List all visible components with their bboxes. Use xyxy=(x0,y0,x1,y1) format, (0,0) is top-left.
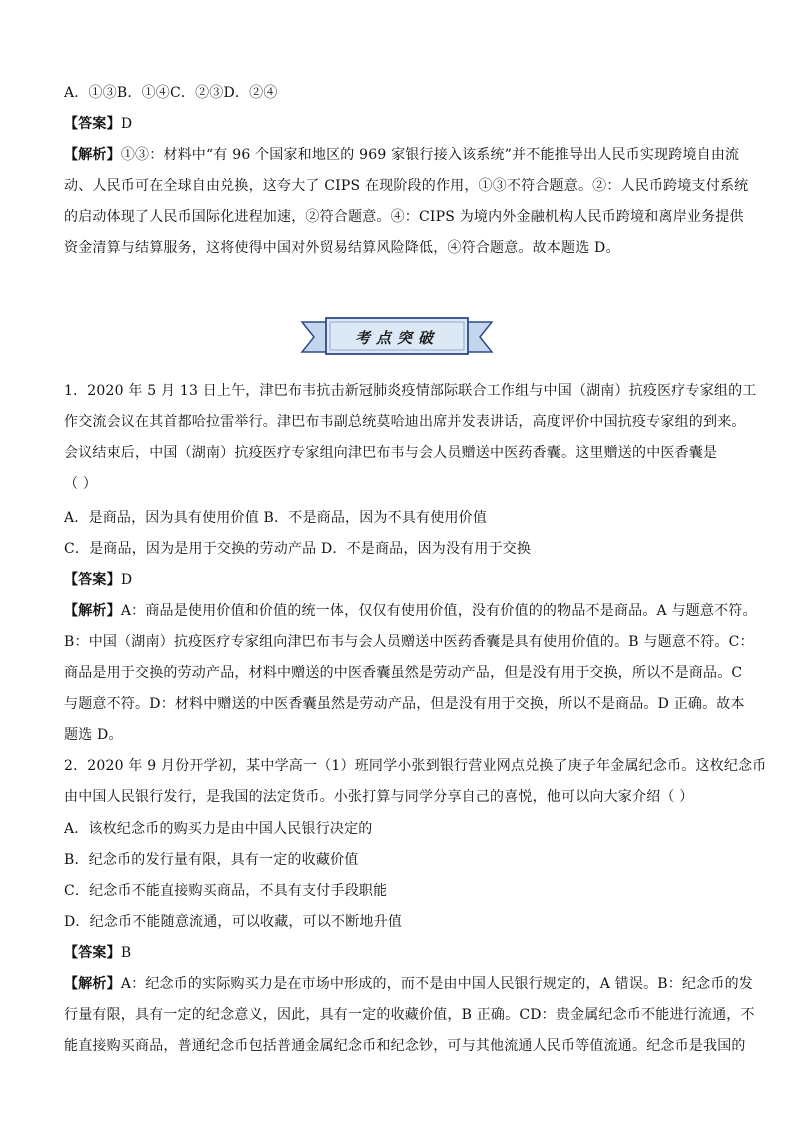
answer-line xyxy=(64,115,740,133)
analysis-text: 商品是用于交换的劳动产品，材料中赠送的中医香囊虽然是劳动产品，但是没有用于交换，所以不是商品。C xyxy=(64,665,743,681)
analysis-text: ①③：材料中“有 96 个国家和地区的 969 家银行接入该系统”并不能推导出人民币实现跨境自由流 xyxy=(120,147,740,163)
analysis-text: 动、人民币可在全球自由兑换，这夸大了 CIPS 在现阶段的作用，①③不符合题意。②：人民币跨境支付系统 xyxy=(64,178,749,194)
answer-label: 【答案】 xyxy=(64,945,121,961)
question-1-text: 作交流会议在其首都哈拉雷举行。津巴布韦副总统莫哈迪出席并发表讲话，高度评价中国抗疫专家组的到来。 xyxy=(64,414,746,430)
question-2-text: 2．2020 年 9 月份开学初，某中学高一（1）班同学小张到银行营业网点兑换了庚子年金属纪念币。这枚纪念币 xyxy=(64,758,767,774)
analysis-text: 与题意不符。D：材料中赠送的中医香囊虽然是劳动产品，但是没有用于交换，所以不是商品。D 正确。故本 xyxy=(64,696,745,712)
analysis-text: 资金清算与结算服务，这将使得中国对外贸易结算风险降低，④符合题意。故本题选 D。 xyxy=(64,240,620,256)
answer-label: 【答案】 xyxy=(64,572,121,588)
answer-line xyxy=(64,571,740,589)
question-2-option-c: C．纪念币不能直接购买商品，不具有支付手段职能 xyxy=(64,883,388,899)
answer-line xyxy=(64,944,740,962)
analysis-text: B：中国（湖南）抗疫医疗专家组向津巴布韦与会人员赠送中医药香囊是具有使用价值的。B 与题意不符。C： xyxy=(64,634,754,650)
answer-value: B xyxy=(120,945,132,961)
question-1-options-ab: A．是商品，因为具有使用价值 B．不是商品，因为不具有使用价值 xyxy=(64,510,488,526)
question-2-option-a: A．该枚纪念币的购买力是由中国人民银行决定的 xyxy=(64,821,373,837)
analysis-text: 行量有限，具有一定的纪念意义，因此，具有一定的收藏价值，B 正确。CD：贵金属纪念币不能进行流通，不 xyxy=(64,1007,755,1023)
analysis-line xyxy=(64,146,740,164)
analysis-line xyxy=(64,602,757,620)
section-title: 考点突破 xyxy=(354,329,439,347)
question-2-option-b: B．纪念币的发行量有限，具有一定的收藏价值 xyxy=(64,852,359,868)
analysis-label: 【解析】 xyxy=(64,976,121,992)
answer-value: D xyxy=(120,116,133,132)
analysis-label: 【解析】 xyxy=(64,603,121,619)
analysis-text: 能直接购买商品，普通纪念币包括普通金属纪念币和纪念钞，可与其他流通人民币等值流通。纪念币是我国的 xyxy=(64,1038,746,1054)
question-options: A．①③B．①④C．②③D．②④ xyxy=(64,85,278,101)
analysis-text: A：商品是使用价值和价值的统一体，仅仅有使用价值，没有价值的的物品不是商品。A 与题意不符。 xyxy=(120,603,757,619)
question-2-text: 由中国人民银行发行，是我国的法定货币。小张打算与同学分享自己的喜悦，他可以向大家介绍（ ） xyxy=(64,789,694,805)
analysis-text: A：纪念币的实际购买力是在市场中形成的，而不是由中国人民银行规定的，A 错误。B：纪念币的发 xyxy=(120,976,753,992)
analysis-text: 题选 D。 xyxy=(64,727,123,743)
question-1-text: 会议结束后，中国（湖南）抗疫医疗专家组向津巴布韦与会人员赠送中医药香囊。这里赠送的中医香囊是 xyxy=(64,445,718,461)
answer-label: 【答案】 xyxy=(64,116,121,132)
answer-value: D xyxy=(120,572,133,588)
analysis-label: 【解析】 xyxy=(64,147,121,163)
question-1-text: （ ） xyxy=(64,476,98,492)
question-1-text: 1．2020 年 5 月 13 日上午，津巴布韦抗击新冠肺炎疫情部际联合工作组与中国（湖南）抗疫医疗专家组的工 xyxy=(64,383,757,399)
analysis-line xyxy=(64,975,753,993)
section-banner xyxy=(300,314,494,360)
question-2-option-d: D．纪念币不能随意流通，可以收藏，可以不断地升值 xyxy=(64,914,403,930)
question-1-options-cd: C．是商品，因为是用于交换的劳动产品 D．不是商品，因为没有用于交换 xyxy=(64,541,532,557)
analysis-text: 的启动体现了人民币国际化进程加速，②符合题意。④：CIPS 为境内外金融机构人民币跨境和离岸业务提供 xyxy=(64,209,744,225)
